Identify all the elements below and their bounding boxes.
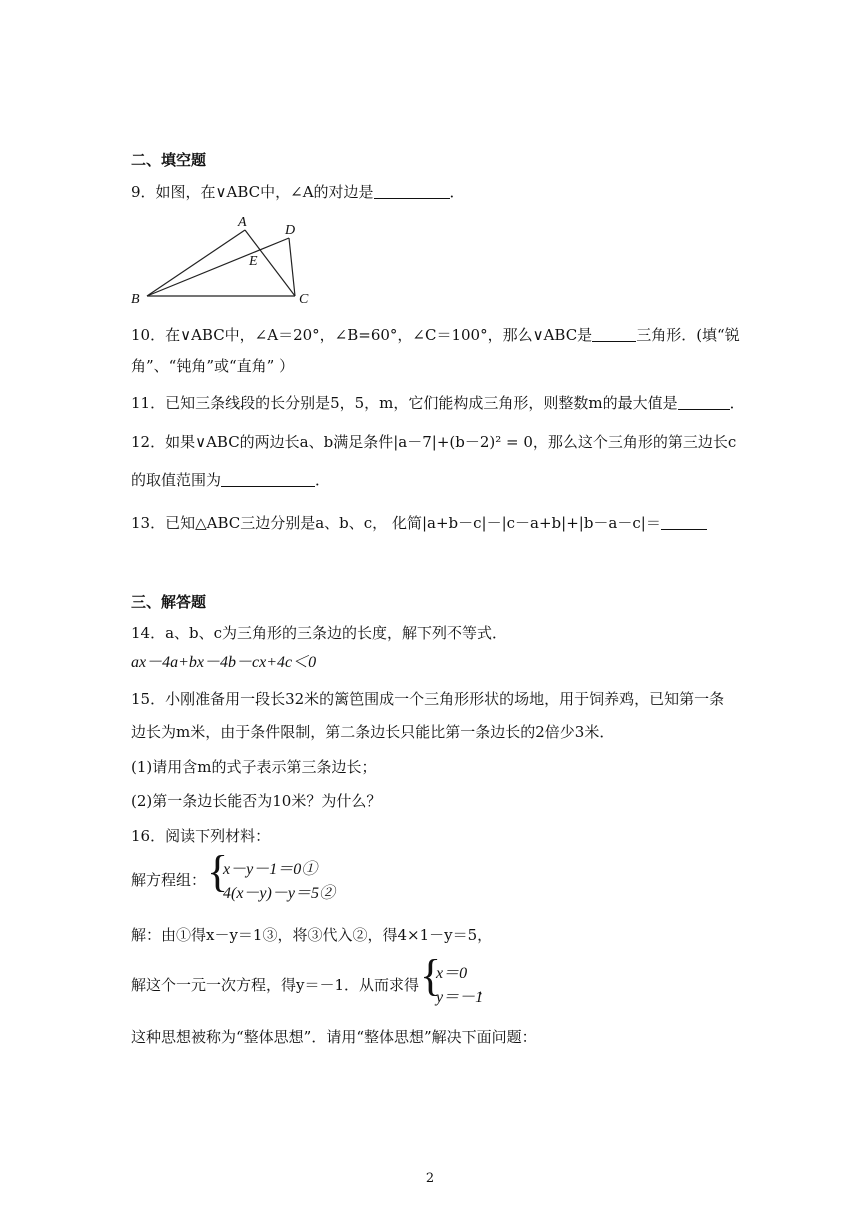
- section-title-fill-in: 二、填空题: [131, 151, 207, 169]
- question-11-end: ．: [729, 394, 745, 412]
- brace-glyph: {: [207, 847, 229, 896]
- equation-2: 4(x－y)－y＝5②: [223, 885, 335, 902]
- question-10-line1-end: 三角形．(填“锐: [636, 326, 740, 344]
- label-A: A: [238, 215, 247, 230]
- question-12-line-1: 12．如果∨ABC的两边长a、b满足条件|a－7|+(b－2)² = 0，那么这个三角形的第三边长c: [131, 433, 737, 451]
- question-9: [131, 182, 465, 202]
- answer-blank: [678, 394, 730, 410]
- solution-end: ．: [478, 981, 495, 998]
- equation-1: x－y－1＝0①: [223, 861, 318, 878]
- question-15-line-1: 15．小刚准备用一段长32米的篱笆围成一个三角形形状的场地，用于饲养鸡，已知第一条: [131, 690, 725, 708]
- question-12-line-2: [131, 470, 330, 490]
- answer-blank: [221, 471, 315, 487]
- question-13: [131, 513, 707, 533]
- system-label: 解方程组：: [131, 871, 207, 889]
- answer-blank: [592, 326, 636, 342]
- section-title-solve: 三、解答题: [131, 593, 207, 611]
- triangle-figure: [125, 212, 325, 307]
- equation-system: [207, 847, 407, 904]
- segment-BD: [147, 238, 289, 296]
- question-16-closing: 这种思想被称为“整体思想”．请用“整体思想”解决下面问题：: [131, 1028, 537, 1046]
- segment-BA: [147, 230, 245, 296]
- label-D: D: [285, 223, 296, 238]
- question-15-part-2: (2)第一条边长能否为10米？为什么？: [131, 792, 382, 810]
- question-14-text: 14．a、b、c为三角形的三条边的长度，解下列不等式．: [131, 624, 508, 642]
- solution-line-2-prefix: 解这个一元一次方程，得y＝－1．从而求得: [131, 976, 420, 994]
- label-C: C: [299, 292, 309, 307]
- question-16-intro: 16．阅读下列材料：: [131, 827, 271, 845]
- segment-DC: [289, 238, 295, 296]
- solution-line-1: 解：由①得x－y＝1③，将③代入②，得4×1－y＝5，: [131, 926, 493, 944]
- question-9-text: 9．如图，在∨ABC中，∠A的对边是: [131, 183, 374, 201]
- answer-blank: [661, 514, 707, 530]
- question-11-text: 11．已知三条线段的长分别是5，5，m，它们能构成三角形，则整数m的最大值是: [131, 394, 678, 412]
- question-11: [131, 393, 745, 413]
- question-13-text: 13．已知△ABC三边分别是a、b、c， 化简|a+b－c|－|c－a+b|+|b－a－c|＝: [131, 514, 661, 532]
- question-10-line-2: 角”、“钝角”或“直角” ）: [131, 357, 295, 375]
- page-number: 2: [425, 1171, 435, 1186]
- question-12-end: ．: [315, 471, 331, 489]
- solution-x: x＝0: [436, 965, 468, 982]
- question-12-line2-text: 的取值范围为: [131, 471, 222, 489]
- answer-blank: [374, 183, 450, 199]
- question-10-line-1: [131, 325, 740, 345]
- solution-system: [420, 951, 500, 1008]
- solution-y: y＝－1: [436, 989, 484, 1006]
- question-14-inequality: ax－4a+bx－4b－cx+4c＜0: [131, 654, 317, 671]
- label-E: E: [249, 254, 258, 269]
- question-15-line-2: 边长为m米，由于条件限制，第二条边长只能比第一条边长的2倍少3米．: [131, 723, 615, 741]
- label-B: B: [131, 292, 140, 307]
- question-9-end: ．: [449, 183, 465, 201]
- question-15-part-1: (1)请用含m的式子表示第三条边长；: [131, 758, 377, 776]
- brace-glyph: {: [420, 951, 442, 1000]
- question-10-text: 10．在∨ABC中，∠A＝20°，∠B=60°，∠C＝100°，那么∨ABC是: [131, 326, 593, 344]
